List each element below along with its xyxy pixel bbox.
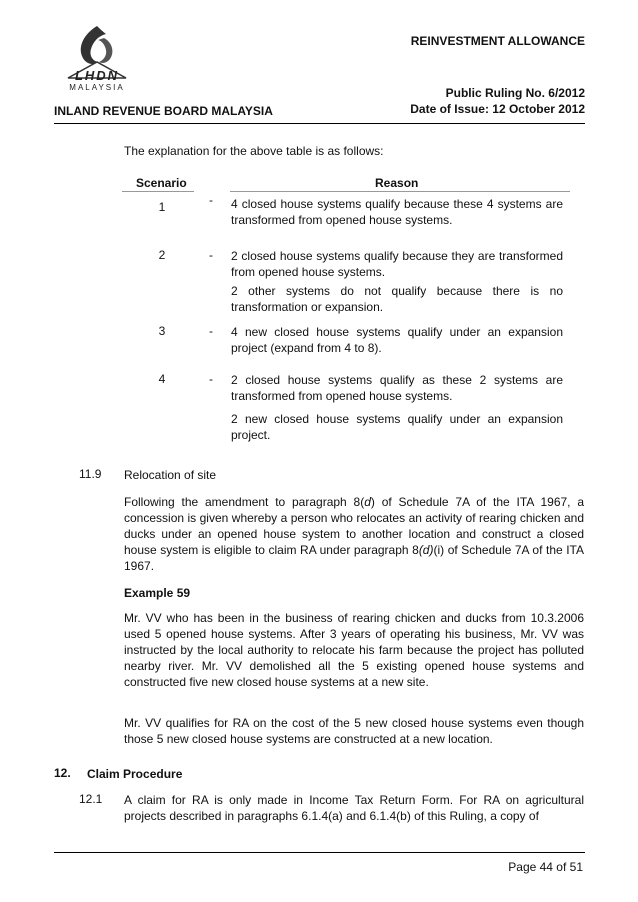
scenario-number: 1 bbox=[158, 200, 166, 214]
row-dash: - bbox=[209, 372, 213, 386]
para-text: ) of Schedule 7A of the ITA 1967, a concession is given whereby a person who relocates an activity of rearing chicken and ducks under an opened house system to another location and construct a closed house system is eligible to claim RA under paragraph 8 bbox=[124, 495, 585, 557]
reason-text: 2 other systems do not qualify because there is no transformation or expansion. bbox=[231, 284, 563, 314]
scenario-number: 4 bbox=[158, 372, 166, 386]
claim-paragraph: A claim for RA is only made in Income Tax Return Form. For RA on agricultural projects described in paragraphs 6.1.4(a) and 6.1.4(b) of this Ruling, a copy of bbox=[124, 793, 584, 823]
para-ital: (d) bbox=[418, 543, 434, 557]
header-rule bbox=[54, 123, 585, 124]
reason-text: 4 closed house systems qualify because these 4 systems are transformed from opened house systems. bbox=[231, 197, 563, 227]
row-dash: - bbox=[209, 324, 213, 338]
reason-text: 4 new closed house systems qualify under an expansion project (expand from 4 to 8). bbox=[231, 325, 563, 355]
section-title: Claim Procedure bbox=[87, 767, 183, 781]
row-dash: - bbox=[209, 193, 213, 207]
example-paragraph: Mr. VV qualifies for RA on the cost of the 5 new closed house systems even though those 5 new closed house systems are constructed at a new location. bbox=[124, 716, 584, 746]
document-title: REINVESTMENT ALLOWANCE bbox=[410, 34, 585, 48]
scenario-number: 3 bbox=[158, 324, 166, 338]
footer-rule bbox=[54, 852, 585, 853]
header-underline-right bbox=[230, 191, 570, 192]
org-name: INLAND REVENUE BOARD MALAYSIA bbox=[54, 104, 273, 118]
section-number: 12.1 bbox=[79, 792, 103, 806]
issue-date: Date of Issue: 12 October 2012 bbox=[410, 102, 585, 116]
reason-header: Reason bbox=[375, 176, 419, 190]
section-number: 11.9 bbox=[79, 467, 102, 481]
logo-subtext: MALAYSIA bbox=[69, 83, 125, 92]
scenario-number: 2 bbox=[158, 248, 166, 262]
example-paragraph: Mr. VV who has been in the business of rearing chicken and ducks from 10.3.2006 used 5 opened house systems. After 3 years of operating his business, Mr. VV was instructed by the local authority to relocate his farm because the project has polluted nearby river. Mr. VV demolished all the 5 existing opened house systems and constructed five new closed house systems at a new site. bbox=[124, 611, 584, 689]
section-title: Relocation of site bbox=[124, 468, 217, 482]
reason-text: 2 new closed house systems qualify under an expansion project. bbox=[231, 412, 563, 442]
para-text: (i) of Schedule 7A of the ITA 1967. bbox=[124, 543, 584, 573]
section-number: 12. bbox=[54, 766, 71, 780]
logo-text: LHDN bbox=[74, 68, 120, 83]
lhdn-logo bbox=[60, 22, 134, 94]
para-text: Following the amendment to paragraph 8( bbox=[124, 495, 365, 509]
para-ital: d bbox=[364, 495, 371, 509]
reason-text: 2 closed house systems qualify because they are transformed from opened house systems. bbox=[231, 249, 563, 279]
example-title: Example 59 bbox=[124, 586, 191, 600]
row-dash: - bbox=[209, 248, 213, 262]
ruling-number: Public Ruling No. 6/2012 bbox=[445, 86, 585, 100]
table-intro: The explanation for the above table is as follows: bbox=[124, 144, 384, 158]
header-underline-left bbox=[122, 191, 194, 192]
relocation-paragraph bbox=[124, 494, 584, 574]
page-number: Page 44 of 51 bbox=[508, 860, 583, 874]
scenario-header: Scenario bbox=[136, 176, 187, 190]
reason-text: 2 closed house systems qualify as these 2 systems are transformed from opened house systems. bbox=[231, 373, 563, 403]
